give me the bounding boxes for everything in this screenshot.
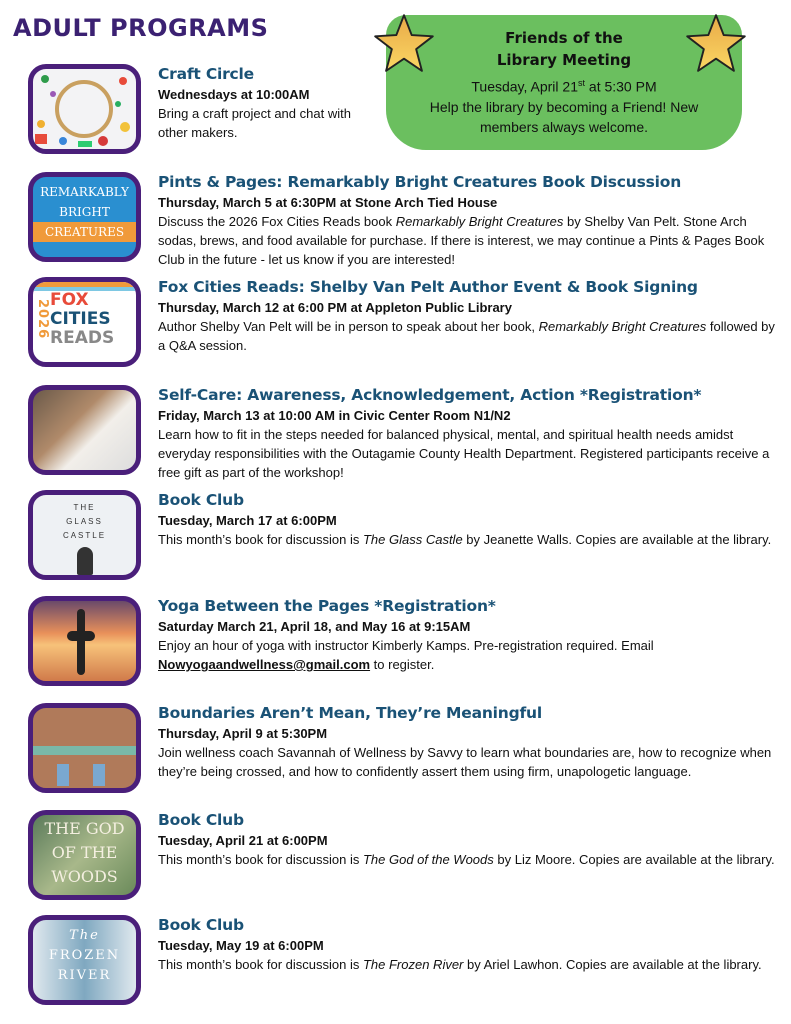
event-when: Saturday March 21, April 18, and May 16 at 9:15AM [158, 619, 471, 634]
event-title: Fox Cities Reads: Shelby Van Pelt Author Event & Book Signing [158, 278, 698, 296]
event-title: Pints & Pages: Remarkably Bright Creatures Book Discussion [158, 173, 682, 191]
friends-title: Friends of the Library Meeting [496, 29, 632, 69]
feet-at-line-photo [28, 703, 141, 793]
event-title: Book Club [158, 916, 244, 934]
event-when: Thursday, March 12 at 6:00 PM at Appleton Public Library [158, 300, 512, 315]
craft-thumbnail [28, 64, 141, 154]
glass-castle-cover: THE GLASS CASTLE [28, 490, 141, 580]
event-desc: Learn how to fit in the steps needed for balanced physical, mental, and spiritual health needs amidst everyday responsibilities with the Outagamie County Health Department. Registered participants receive a free gift as part of the workshop! [158, 427, 770, 480]
email-link[interactable]: Nowyogaandwellness@gmail.com [158, 657, 371, 672]
remarkably-bright-creatures-cover: REMARKABLY BRIGHT CREATURES [28, 172, 141, 262]
event-title: Boundaries Aren’t Mean, They’re Meaningful [158, 704, 543, 722]
event-when: Wednesdays at 10:00AM [158, 87, 310, 102]
event-info [158, 490, 778, 549]
event-info [158, 172, 778, 269]
event-desc: Enjoy an hour of yoga with instructor Kimberly Kamps. Pre-registration required. Email Nowyogaandwellness@gmail.com to register. [158, 638, 654, 672]
event-desc: Author Shelby Van Pelt will be in person to speak about her book, Remarkably Bright Creatures followed by a Q&A session. [158, 319, 775, 353]
page-title: ADULT PROGRAMS [13, 14, 269, 42]
event-desc: Join wellness coach Savannah of Wellness by Savvy to learn what boundaries are, how to recognize when they’re being crossed, and how to confidently assert them using firm, unapologetic language. [158, 745, 772, 779]
god-of-the-woods-cover: THE GOD OF THE WOODS [28, 810, 141, 900]
event-when: Thursday, March 5 at 6:30PM at Stone Arch Tied House [158, 195, 498, 210]
event-desc: This month’s book for discussion is The Frozen River by Ariel Lawhon. Copies are available at the library. [158, 957, 762, 972]
event-info [158, 64, 778, 142]
event-info [158, 915, 778, 974]
fox-cities-reads-logo: 2026 FOX CITIES READS [28, 277, 141, 367]
event-info [158, 277, 778, 355]
friends-date: Tuesday, April 21st at 5:30 PM [471, 78, 657, 95]
event-desc: This month’s book for discussion is The God of the Woods by Liz Moore. Copies are available at the library. [158, 852, 775, 867]
event-desc: Bring a craft project and chat with other makers. [158, 106, 351, 140]
event-info [158, 810, 778, 869]
event-when: Tuesday, March 17 at 6:00PM [158, 513, 337, 528]
event-when: Thursday, April 9 at 5:30PM [158, 726, 328, 741]
friends-desc: Help the library by becoming a Friend! New members always welcome. [429, 98, 699, 135]
event-info [158, 596, 778, 674]
writing-journal-photo [28, 385, 141, 475]
event-info [158, 385, 778, 482]
event-when: Tuesday, May 19 at 6:00PM [158, 938, 324, 953]
event-title: Craft Circle [158, 65, 254, 83]
event-when: Tuesday, April 21 at 6:00PM [158, 833, 328, 848]
event-title: Book Club [158, 811, 244, 829]
yoga-sunset-photo [28, 596, 141, 686]
event-title: Yoga Between the Pages *Registration* [158, 597, 496, 615]
event-title: Self-Care: Awareness, Acknowledgement, Action *Registration* [158, 386, 702, 404]
frozen-river-cover: The FROZEN RIVER [28, 915, 141, 1005]
event-info [158, 703, 778, 781]
event-desc: Discuss the 2026 Fox Cities Reads book Remarkably Bright Creatures by Shelby Van Pelt. Stone Arch sodas, brews, and food available for purchase. If there is interest, we may continue a Pints & Pages Book Club in the future - let us know if you are interested! [158, 214, 765, 267]
event-desc: This month’s book for discussion is The Glass Castle by Jeanette Walls. Copies are available at the library. [158, 532, 772, 547]
event-title: Book Club [158, 491, 244, 509]
event-when: Friday, March 13 at 10:00 AM in Civic Center Room N1/N2 [158, 408, 511, 423]
